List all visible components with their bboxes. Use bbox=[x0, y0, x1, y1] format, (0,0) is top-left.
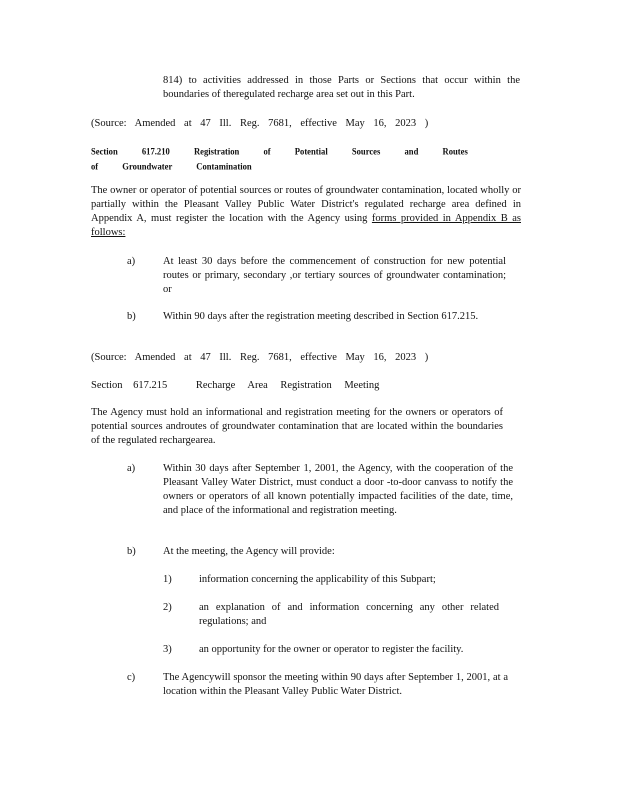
subitem-label: 2) bbox=[163, 602, 172, 613]
section-number: Section 617.210 bbox=[91, 145, 170, 157]
subitem-label: 1) bbox=[163, 574, 172, 585]
source-note: (Source: Amended at 47 Ill. Reg. 7681, effective May 16, 2023 ) bbox=[91, 118, 429, 129]
section-body-617-210 bbox=[91, 184, 521, 240]
section-title: Registration of Potential Sources and Routes of Groundwater Contamination bbox=[91, 145, 468, 172]
section-body-617-215: The Agency must hold an informational and registration meeting for the owners or operators of potential sources androutes of groundwater contamination that are located within the boundaries of the regulated rechargearea. bbox=[91, 407, 503, 446]
intro-paragraph: 814) to activities addressed in those Parts or Sections that occur within the boundaries of theregulated recharge area set out in this Part. bbox=[163, 75, 520, 100]
item-label: a) bbox=[127, 463, 136, 474]
section-heading-617-215 bbox=[91, 379, 491, 393]
subitem-text: an explanation of and information concerning any other related regulations; and bbox=[199, 602, 499, 627]
source-note: (Source: Amended at 47 Ill. Reg. 7681, effective May 16, 2023 ) bbox=[91, 352, 429, 363]
list-item-text: Within 90 days after the registration meeting described in Section 617.215. bbox=[163, 311, 479, 322]
body-underlined-text: forms provided in Appendix B as follows: bbox=[91, 213, 521, 238]
section-heading-617-210 bbox=[91, 144, 491, 174]
item-label: b) bbox=[127, 546, 136, 557]
section-number: Section 617.215 bbox=[91, 380, 168, 391]
list-item-text: At the meeting, the Agency will provide: bbox=[163, 546, 335, 557]
list-item-text: The Agencywill sponsor the meeting within 90 days after September 1, 2001, at a location within the Pleasant Valley Public Water District. bbox=[163, 672, 508, 697]
body-text: The owner or operator of potential sources or routes of groundwater contamination, located wholly or partially within the Pleasant Valley Public Water District's regulated recharge area defined in Appendix A, must register the location with the Agency using bbox=[91, 185, 521, 224]
item-label: a) bbox=[127, 256, 136, 267]
subitem-label: 3) bbox=[163, 644, 172, 655]
list-item-text: Within 30 days after September 1, 2001, the Agency, with the cooperation of the Pleasant Valley Water District, must conduct a door -to-door canvass to notify the owners or operators of all known potentially impacted facilities of the date, time, and place of the informational and registration meeting. bbox=[163, 463, 513, 516]
list-item-text: At least 30 days before the commencement of construction for new potential routes or primary, secondary ,or tertiary sources of groundwater contamination; or bbox=[163, 256, 506, 295]
section-title: Recharge Area Registration Meeting bbox=[195, 380, 380, 391]
subitem-text: information concerning the applicability of this Subpart; bbox=[199, 574, 436, 585]
subitem-text: an opportunity for the owner or operator to register the facility. bbox=[199, 644, 464, 655]
item-label: b) bbox=[127, 311, 136, 322]
item-label: c) bbox=[127, 672, 136, 683]
